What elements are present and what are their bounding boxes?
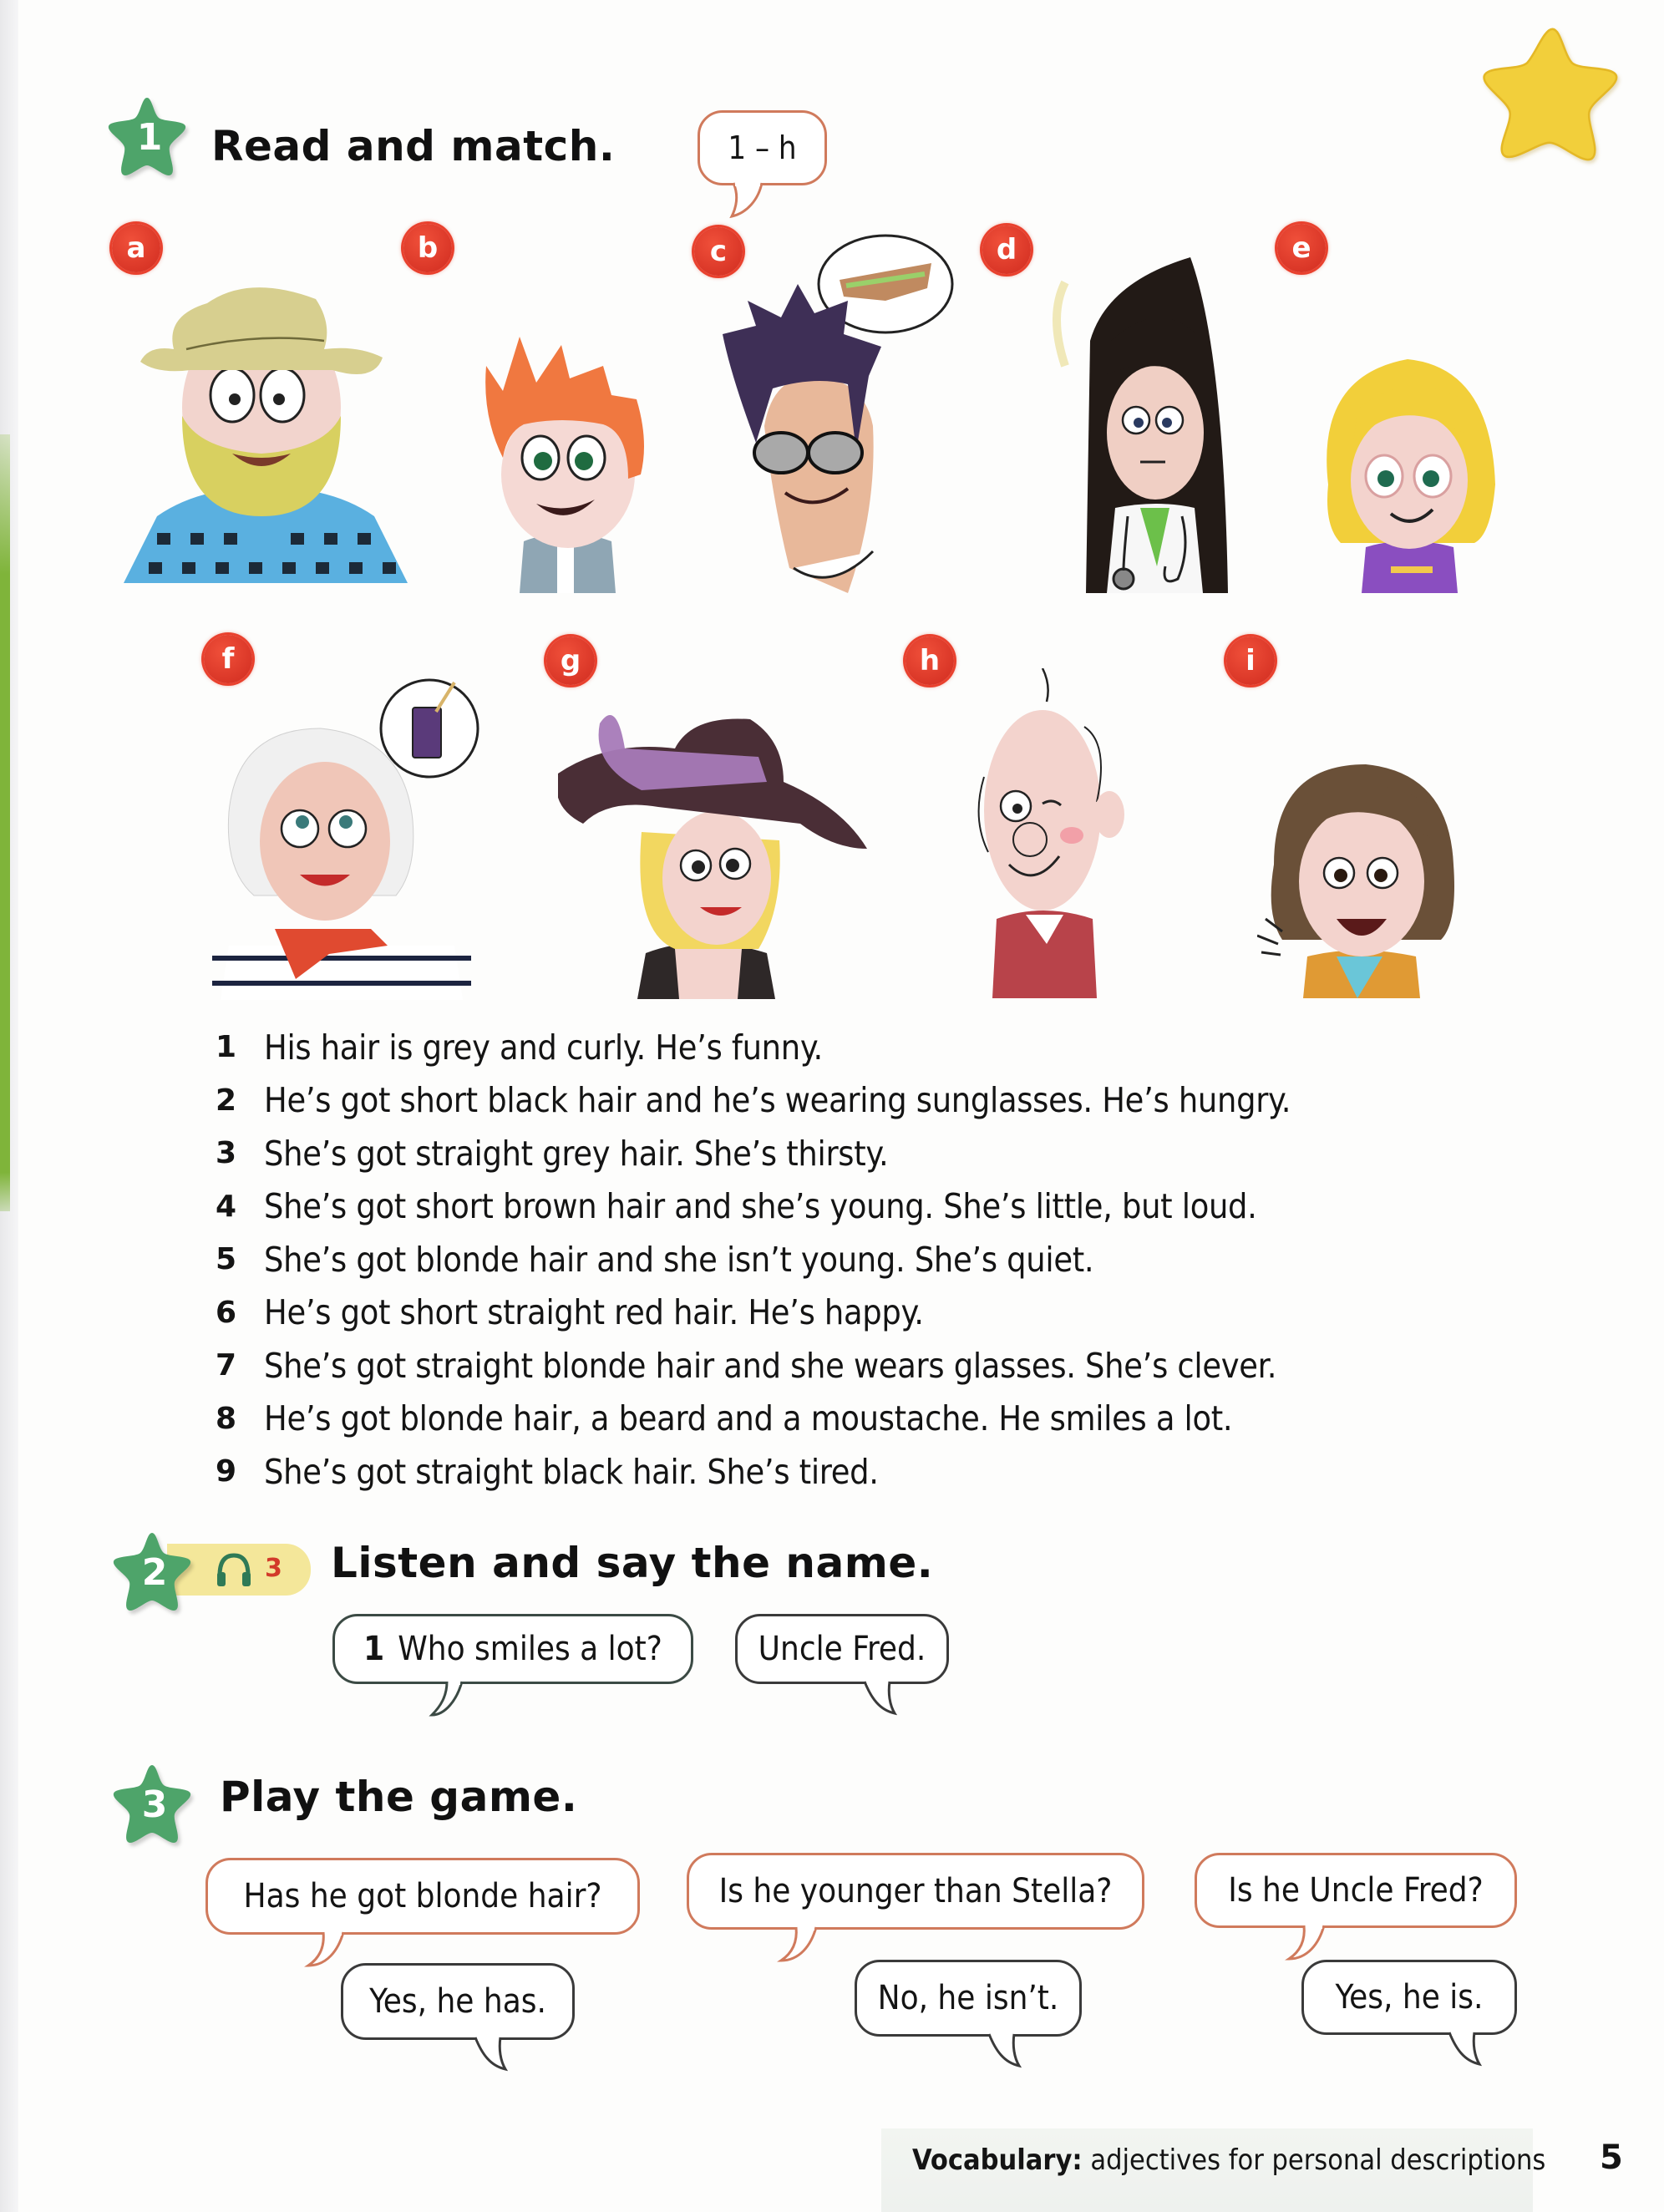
game-question-text: Is he younger than Stella? [718,1872,1113,1910]
portrait-i-brown-haired-girl [1257,756,1466,998]
portrait-h-old-man-winking [959,668,1126,998]
description-item [216,1339,1291,1393]
game-answer-text: No, he isn’t. [877,1979,1059,2017]
description-item [216,1074,1291,1128]
item-number: 8 [216,1401,237,1436]
description-item [216,1233,1291,1286]
section-3-number-badge [110,1763,194,1846]
description-item [216,1393,1291,1446]
answer-bubble [735,1614,949,1684]
portrait-a-bearded-man [124,266,408,583]
footer-label: Vocabulary: [912,2144,1083,2177]
picture-label-i: i [1226,637,1275,685]
description-item [216,1286,1291,1340]
description-item [216,1021,1291,1074]
headphones-icon [216,1552,252,1587]
description-item [216,1445,1291,1499]
item-text: She’s got straight black hair. She’s tired. [264,1451,879,1492]
footer-topic: adjectives for personal descriptions [1082,2144,1546,2177]
description-item [216,1180,1291,1234]
item-number: 7 [216,1348,237,1383]
item-number: 1 [216,1030,237,1065]
item-text: She’s got straight blonde hair and she wears glasses. She’s clever. [264,1345,1277,1386]
item-text: He’s got blonde hair, a beard and a moustache. He smiles a lot. [264,1398,1233,1439]
question-text: Who smiles a lot? [398,1630,662,1668]
game-question-bubble-2 [687,1853,1144,1930]
game-question-text: Has he got blonde hair? [243,1877,602,1915]
section-1-number-badge [105,95,189,179]
section-number: 2 [141,1550,168,1594]
game-answer-bubble-3 [1301,1960,1517,2035]
section-3-title: Play the game. [220,1773,578,1821]
portrait-g-woman-in-hat [558,698,875,999]
section-2-title: Listen and say the name. [331,1539,934,1587]
item-number: 3 [216,1136,237,1171]
item-number: 5 [216,1242,237,1277]
game-answer-text: Yes, he has. [369,1982,546,2021]
portrait-e-blonde-girl-glasses [1316,342,1504,593]
item-text: She’s got straight grey hair. She’s thirsty. [264,1133,889,1174]
answer-text: Uncle Fred. [758,1630,926,1668]
example-answer-bubble [698,110,827,185]
item-number: 9 [216,1454,237,1489]
item-text: She’s got short brown hair and she’s young. She’s little, but loud. [264,1186,1257,1227]
portrait-f-grey-haired-woman [204,678,505,1000]
item-text: He’s got short straight red hair. He’s happy. [264,1292,924,1333]
track-number: 3 [265,1554,282,1583]
picture-label-a: a [112,224,160,272]
game-answer-bubble-1 [341,1963,575,2040]
game-question-text: Is he Uncle Fred? [1228,1871,1484,1910]
item-number: 6 [216,1295,237,1330]
item-number: 4 [216,1189,237,1224]
picture-label-b: b [403,224,452,272]
game-question-bubble-1 [205,1858,640,1935]
portrait-b-red-haired-boy [469,332,662,593]
section-1-title: Read and match. [211,122,616,170]
gold-star-icon [1479,23,1621,165]
section-number: 1 [136,115,163,159]
page-number: 5 [1600,2138,1623,2177]
footer-vocabulary-note [912,2144,1545,2177]
picture-label-d: d [982,226,1031,274]
game-answer-text: Yes, he is. [1335,1978,1484,2017]
item-text: He’s got short black hair and he’s wearing sunglasses. He’s hungry. [264,1080,1291,1121]
picture-label-h: h [906,637,954,685]
section-2-number-badge [110,1530,194,1614]
description-list [216,1021,1291,1499]
section-number: 3 [141,1783,168,1826]
game-answer-bubble-2 [855,1960,1082,2037]
portrait-c-man-with-sunglasses [706,234,956,593]
description-item [216,1127,1291,1180]
portrait-d-doctor-black-hair [1048,249,1257,593]
picture-label-f: f [204,635,252,683]
game-question-bubble-3 [1195,1853,1517,1928]
picture-label-g: g [546,637,595,685]
picture-label-c: c [694,227,743,276]
question-bubble [332,1614,693,1684]
item-text: His hair is grey and curly. He’s funny. [264,1027,823,1068]
item-text: She’s got blonde hair and she isn’t young. She’s quiet. [264,1239,1094,1280]
question-number: 1 [363,1630,385,1668]
example-answer-text: 1 – h [728,129,797,166]
side-color-strip [0,434,10,1211]
picture-label-e: e [1277,224,1326,272]
item-number: 2 [216,1083,237,1118]
